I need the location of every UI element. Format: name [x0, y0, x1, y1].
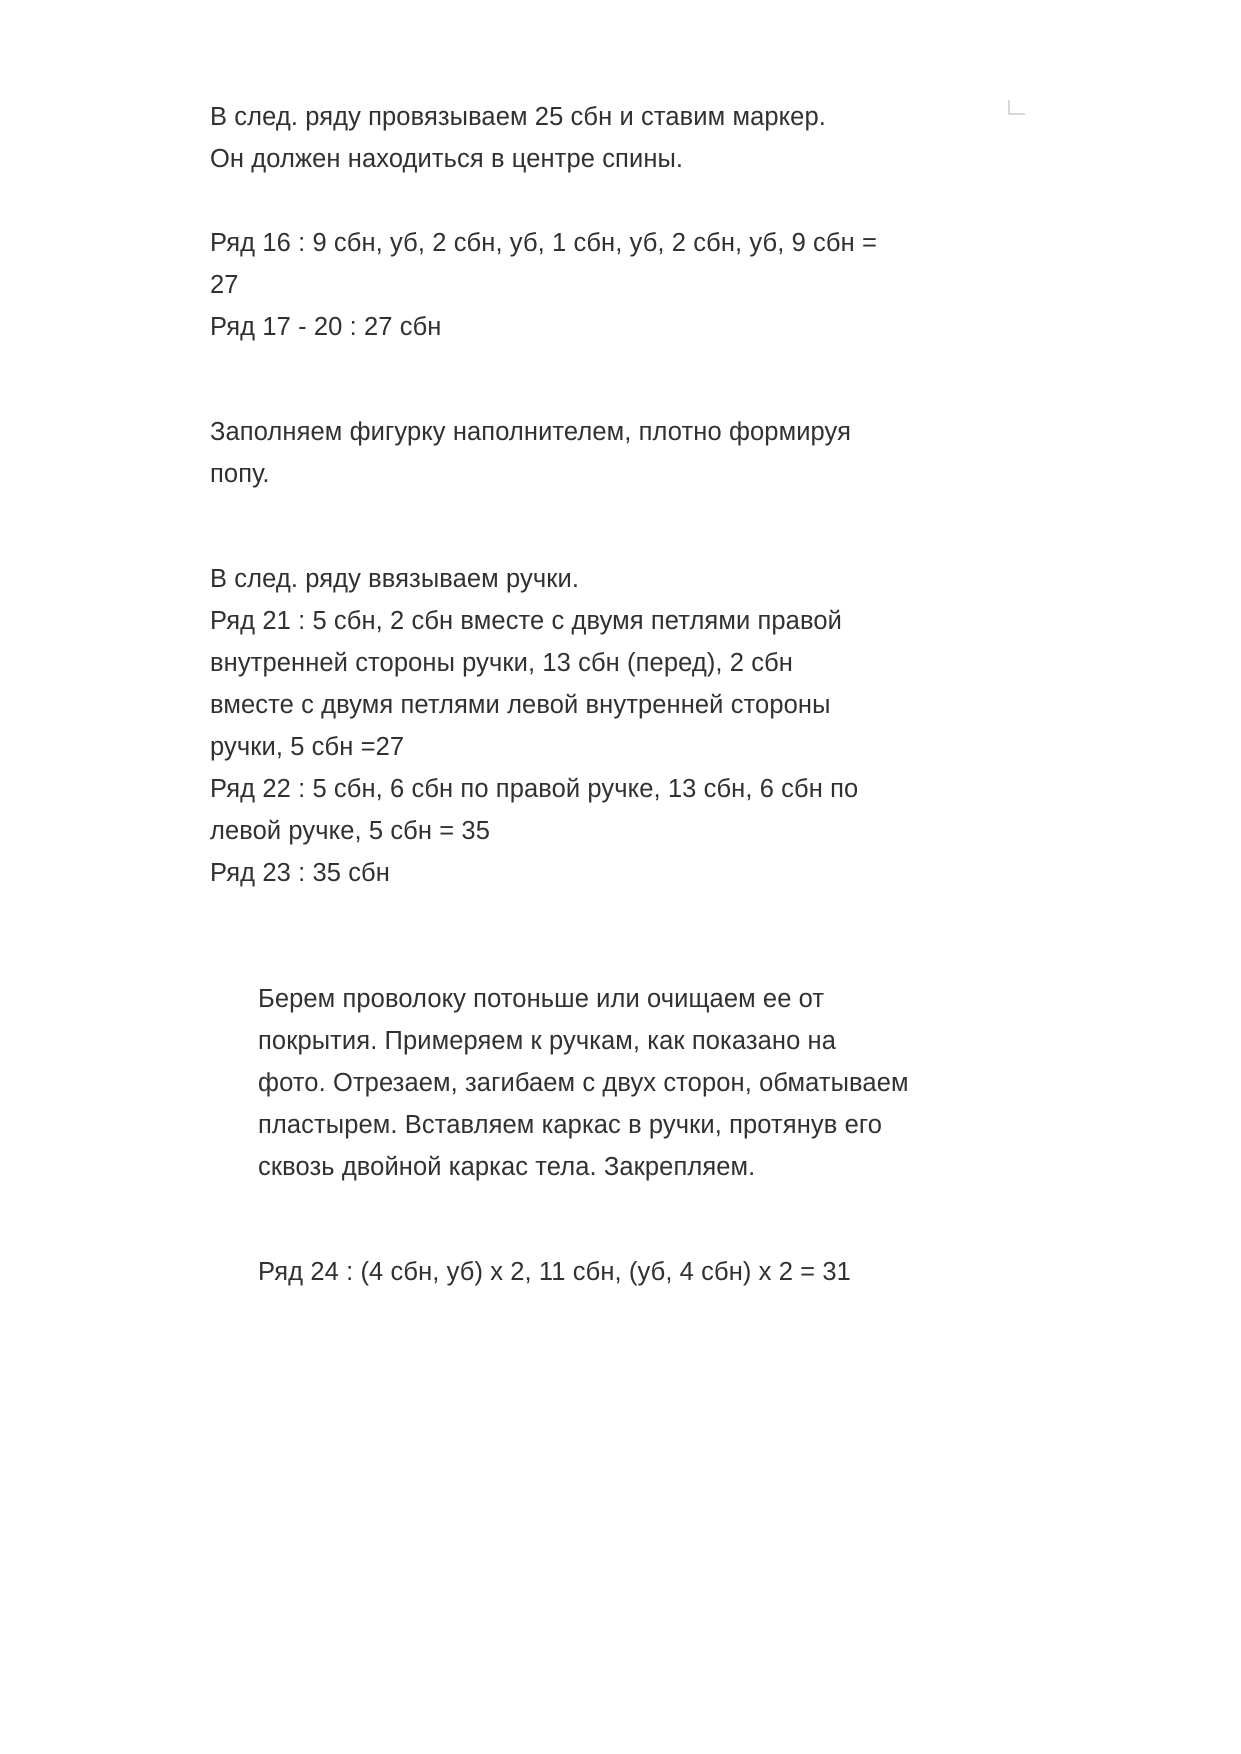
text-line: Он должен находиться в центре спины. [210, 145, 684, 173]
text-line: В след. ряду провязываем 25 сбн и ставим маркер. [210, 103, 826, 131]
text-line: Ряд 17 - 20 : 27 сбн [210, 313, 442, 341]
text-line: Заполняем фигурку наполнителем, плотно формируя [210, 418, 852, 446]
paragraph-gap [210, 1188, 1010, 1230]
paragraph-gap [210, 348, 1010, 390]
paragraph-gap [210, 495, 1010, 537]
text-line: внутренней стороны ручки, 13 сбн (перед), 2 сбн [210, 649, 793, 677]
paragraph-gap [210, 537, 1010, 558]
paragraph-gap [210, 390, 1010, 411]
paragraph-gap [210, 894, 1010, 936]
text-line: В след. ряду ввязываем ручки. [210, 565, 580, 593]
text-line: сквозь двойной каркас тела. Закрепляем. [258, 1153, 756, 1181]
paragraph-gap [210, 180, 1010, 222]
text-line: ручки, 5 сбн =27 [210, 733, 405, 761]
paragraph-rows-16-20 [210, 222, 1010, 348]
paragraph-gap [210, 1230, 1010, 1251]
text-line: покрытия. Примеряем к ручкам, как показано на [258, 1027, 837, 1055]
text-line: левой ручке, 5 сбн = 35 [210, 817, 490, 845]
paragraph-arms-rows [210, 558, 1010, 894]
text-line: Ряд 16 : 9 сбн, уб, 2 сбн, уб, 1 сбн, уб, 2 сбн, уб, 9 сбн = [210, 229, 877, 257]
text-line: фото. Отрезаем, загибаем с двух сторон, обматываем [258, 1069, 909, 1097]
text-line: Ряд 24 : (4 сбн, уб) х 2, 11 сбн, (уб, 4 сбн) х 2 = 31 [258, 1258, 851, 1286]
text-line: 27 [210, 271, 239, 299]
text-line: попу. [210, 460, 270, 488]
text-line: Ряд 21 : 5 сбн, 2 сбн вместе с двумя петлями правой [210, 607, 842, 635]
text-line: пластырем. Вставляем каркас в ручки, протянув его [258, 1111, 882, 1139]
paragraph-gap [210, 936, 1010, 978]
paragraph-row-24 [210, 1251, 1010, 1293]
paragraph-marker-note [210, 96, 1010, 180]
text-line: Ряд 23 : 35 сбн [210, 859, 390, 887]
text-line: Берем проволоку потоньше или очищаем ее от [258, 985, 825, 1013]
document-text-body [210, 96, 1010, 1293]
paragraph-stuffing-note [210, 411, 1010, 495]
paragraph-wire-frame-note [210, 978, 1010, 1188]
cursor-corner-artifact-icon [1008, 100, 1025, 115]
text-line: Ряд 22 : 5 сбн, 6 сбн по правой ручке, 13 сбн, 6 сбн по [210, 775, 859, 803]
text-line: вместе с двумя петлями левой внутренней стороны [210, 691, 831, 719]
